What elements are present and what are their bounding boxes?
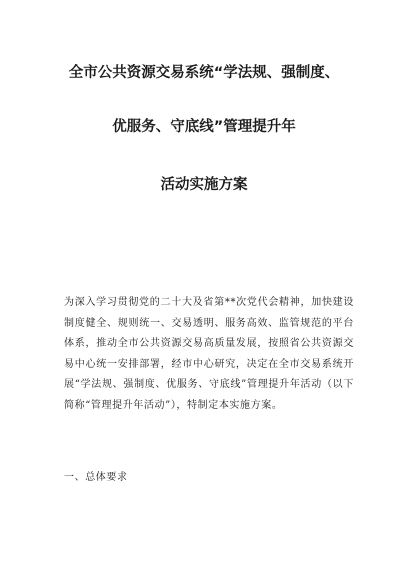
document-title-line-3: 活动实施方案 [160,177,248,193]
document-title-line-1: 全市公共资源交易系统“学法规、强制度、 [68,65,340,81]
intro-paragraph: 为深入学习贯彻党的二十大及省第**次党代会精神，加快建设制度健全、规则统一、交易透明、服务高效、监管规范的平台体系，推动全市公共资源交易高质量发展，按照省公共资源交易中心统一安排部署，经市中心研究，决定在全市交易系统开展“学法规、强制度、优服务、守底线”管理提升年活动（以下简称“管理提升年活动”），特制定本实施方案。 [64,297,354,411]
section-heading-overall-requirements: 一、总体要求 [64,472,128,483]
document-title-line-2: 优服务、守底线”管理提升年 [112,119,296,135]
